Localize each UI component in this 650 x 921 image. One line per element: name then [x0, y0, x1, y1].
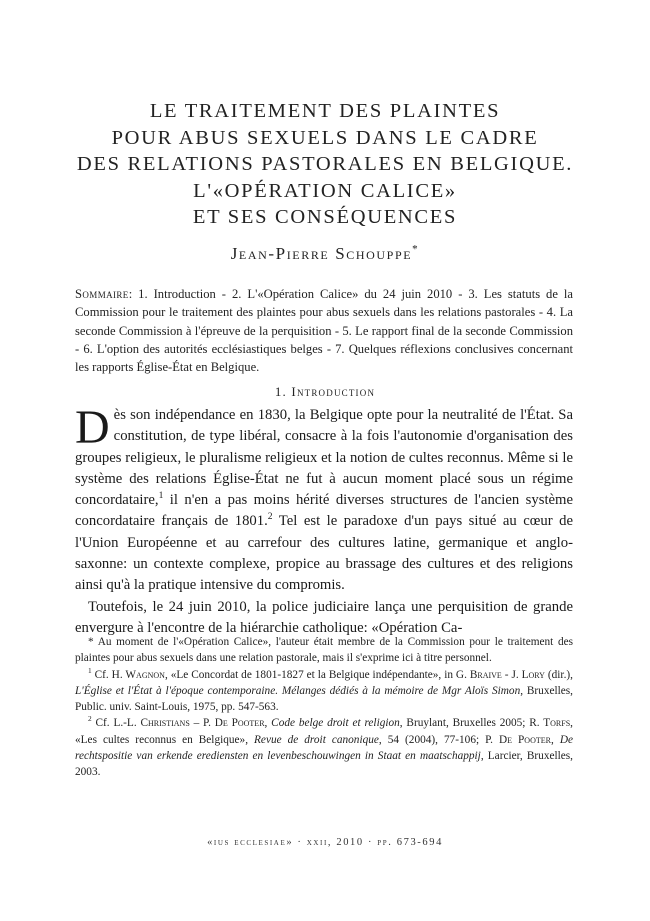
footnote-star-text: Au moment de l'«Opération Calice», l'auteur était membre de la Commission pour le traitement des plaintes pour abus sexuels dans une relation pastorale, mais il s'exprime ici à titre personnel. — [75, 636, 573, 665]
author-footnote-mark: * — [412, 243, 420, 256]
summary-text: : 1. Introduction - 2. L'«Opération Calice» du 24 juin 2010 - 3. Les statuts de la Commission pour le traitement des plaintes pour abus sexuels dans les relations pastorales - 4. La seconde Commission à l'épreuve de la perquisition - 5. Le rapport final de la seconde Commission - 6. L'option des autorités ecclésiastiques belges - 7. Quelques réflexions conclusives concernant les rapports Église-État en Belgique. — [75, 287, 573, 375]
footnote-2-author-3: P. De Pooter — [485, 733, 551, 746]
footnote-star-mark: * — [88, 636, 94, 648]
footnote-ref-2: 2 — [267, 511, 273, 523]
body-p1-part-a: ès son indépendance en 1830, la Belgique opte pour la neutralité de l'État. Sa constitution, de type libéral, consacre à la fois l'autonomie d'organisation des groupes religieux, le pluralisme religieux et la notion de cultes reconnus. Même si le système des relations Église-État ne fut à aucun moment placé sous un régime concordataire, — [75, 407, 573, 509]
footnote-1-text-a: Cf. — [94, 668, 112, 681]
journal-footer: «ius ecclesiae» · xxii, 2010 · pp. 673-694 — [207, 837, 443, 848]
footnote-1-mark: 1 — [88, 665, 92, 675]
footnote-2-text-d: , «Les cultes reconnus en Belgique», — [75, 717, 573, 746]
title-line-5: ET SES CONSÉQUENCES — [192, 206, 458, 228]
body-p1-part-c: Tel est le paradoxe d'un pays situé au cœur de l'Union Européenne et au carrefour des cultures latine, germanique et anglo-saxonne: un contexte complexe, propice au brassage des cultures et des religions ainsi qu'à la pratique intensive du compromis. — [75, 513, 573, 594]
footnote-2-text-e: , 54 (2004), 77-106; — [378, 733, 486, 746]
footnote-2-journal: Revue de droit canonique — [254, 733, 379, 746]
footnote-1-author-1: H. Wagnon — [111, 668, 165, 681]
footnote-2-text-b: , — [264, 717, 272, 730]
title-line-1: LE TRAITEMENT DES PLAINTES — [149, 100, 501, 122]
footnote-1-book-title: L'Église et l'État à l'époque contemporaine. Mélanges dédiés à la mémoire de Mgr Aloïs Simon — [75, 684, 521, 697]
section-heading: 1. Introduction — [274, 384, 376, 399]
footnote-2-text-a: Cf. — [95, 717, 114, 730]
title-line-2: POUR ABUS SEXUELS DANS LE CADRE — [111, 126, 539, 149]
drop-cap: D — [75, 401, 110, 454]
body-p1-part-b: il n'en a pas moins hérité diverses structures de l'ancien système concordataire français de 1801. — [75, 492, 573, 530]
footnote-ref-1: 1 — [158, 490, 164, 502]
summary-block — [75, 285, 573, 376]
footnote-1-text-b: , «Le Concordat de 1801-1827 et la Belgique indépendante», in — [164, 668, 456, 681]
body-paragraph-1 — [75, 401, 573, 597]
footnote-2-text-f: , — [550, 733, 560, 746]
footnote-2-book-title-1: Code belge droit et religion — [271, 717, 400, 730]
footnote-1 — [75, 667, 573, 716]
footnotes — [75, 634, 573, 781]
footnote-2-book-title-2: De rechtspositie van erkende erediensten en levenbeschouwingen in Staat en maatschappij — [75, 733, 573, 763]
footnote-2-mark: 2 — [88, 714, 92, 724]
footnote-2-text-c: , Bruylant, Bruxelles 2005; — [399, 717, 530, 730]
title-line-4: L'«OPÉRATION CALICE» — [193, 179, 457, 202]
body-text — [75, 401, 573, 639]
body-paragraph-2: Toutefois, le 24 juin 2010, la police judiciaire lança une perquisition de grande envergure à l'encontre de la hiérarchie catholique: «Opération Ca- — [75, 598, 573, 636]
article-title — [60, 98, 590, 231]
footnote-2-author-2: R. Torfs — [529, 717, 571, 730]
summary-label: Sommaire — [75, 287, 129, 301]
title-line-3: DES RELATIONS PASTORALES EN BELGIQUE. — [76, 153, 574, 175]
author-name: Jean-Pierre Schouppe — [230, 244, 413, 263]
footnote-star — [75, 634, 573, 667]
footnote-2 — [75, 715, 573, 780]
footnote-2-author-1: L.-L. Christians – P. De Pooter — [113, 717, 265, 730]
author-line — [0, 244, 650, 264]
footnote-1-author-2: G. Braive - J. Lory — [455, 668, 545, 681]
footnote-2-text-g: , Larcier, Bruxelles, 2003. — [75, 750, 573, 779]
footnote-1-text-c: (dir.), — [544, 668, 573, 681]
footnote-1-text-d: , Bruxelles, Public. univ. Saint-Louis, 1975, pp. 547-563. — [75, 684, 573, 714]
